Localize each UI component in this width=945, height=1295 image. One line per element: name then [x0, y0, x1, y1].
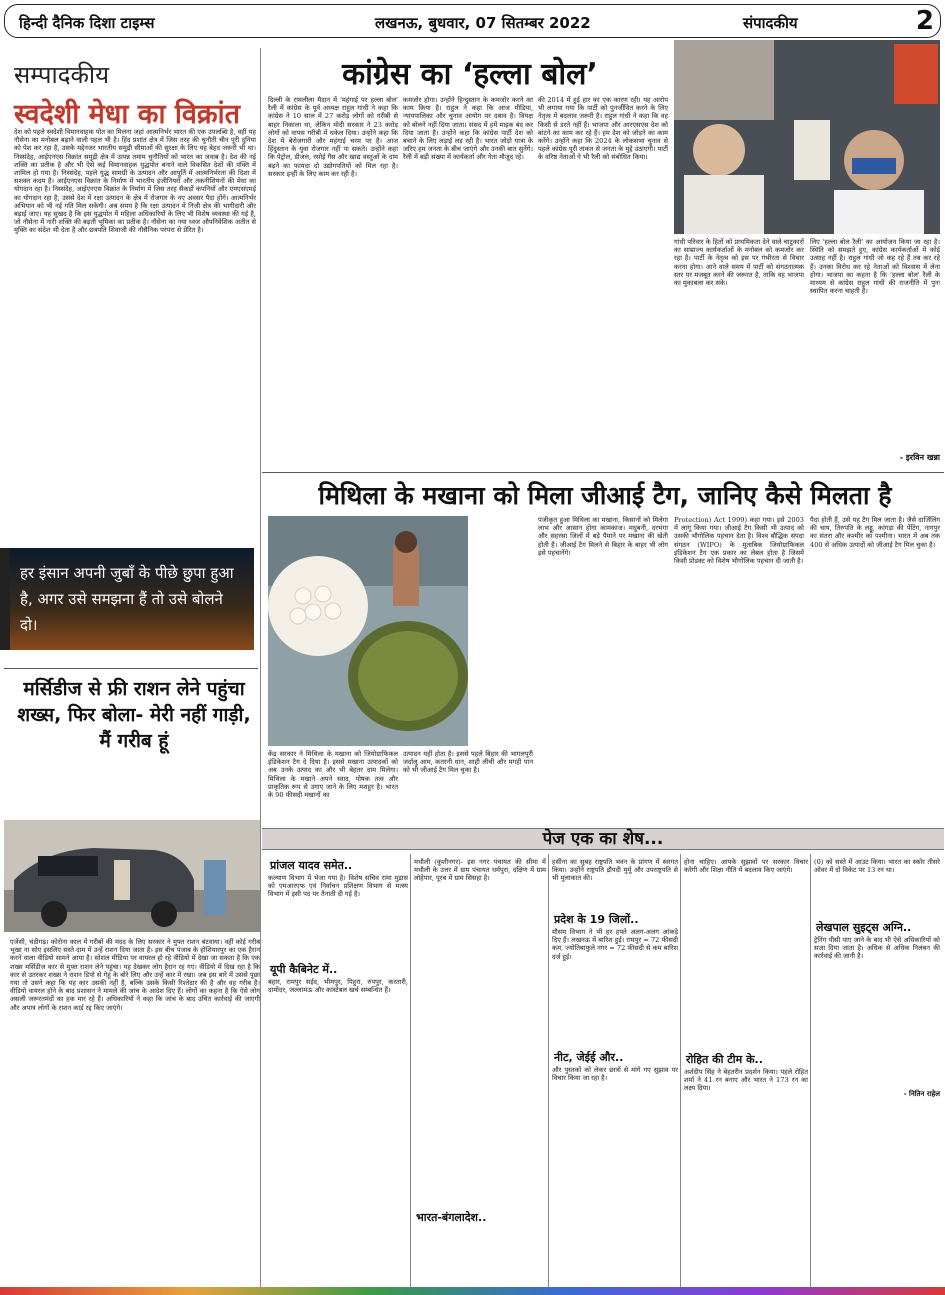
- editorial-headline: स्वदेशी मेधा का विक्रांत: [14, 99, 241, 130]
- continued-banner: पेज एक का शेष...: [262, 828, 944, 850]
- section-title: सम्पादकीय: [14, 61, 110, 89]
- neet-subhead: नीट, जेईई और..: [554, 1051, 624, 1064]
- mercedes-photo: [4, 820, 260, 932]
- mithila-headline: मिथिला के मखाना को मिला जीआई टैग, जानिए कैसे मिलता है: [318, 481, 892, 510]
- congress-col-1: दिल्ली के रामलीला मैदान में 'महंगाई पर हल्ला बोल' रैली में कांग्रेस के पूर्व अध्यक्ष राहुल गांधी ने कहा कि कांग्रेस ने 10 साल में 27 करोड़ लोगों को गरीबी से बाहर निकाला था, लेकिन मोदी सरकार ने 23 करोड़ लोगों को वापस गरीबी में धकेल दिया। उन्होंने कहा कि देश में बेरोजगारी और महंगाई चरम पर है। आज हिंदुस्तान के युवा रोजगार नहीं पा सकते। उन्होंने कहा कि पेट्रोल, डीजल, रसोई गैस और खाद्य वस्तुओं के दाम बढ़ने का फायदा दो उद्योगपतियों को मिल रहा है। सरकार इन्हीं के लिए काम कर रही है।: [268, 96, 398, 178]
- mithila-col-1: केंद्र सरकार ने मिथिला के मखाना को जियोग्राफिकल इंडिकेशन टैग दे दिया है। इससे मखाना उत्पादकों को अब उनके उत्पाद का और भी बेहतर दाम मिलेगा। मिथिला के मखाने अपने स्वाद, पोषक तत्व और प्राकृतिक रूप से उगाए जाने के लिए मशहूर है। भारत के 90 फीसदी मखानों का: [268, 750, 398, 800]
- suggestions-body: होना चाहिए। आपके सुझावों पर सरकार विचार करेगी और शिक्षा नीति में बदलाव किए जाएंगे।: [684, 858, 808, 875]
- quote-side-bar: [0, 548, 10, 650]
- mithila-col-3: पंजीकृत हुआ मिथिला का मखाना, किसानों को मिलेगा लाभ और आसान होगा कामकाज। मधुबनी, दरभंगा और सहरसा जिलों में बड़े पैमाने पर मखाना की खेती होती है। जीआई टैग मिलने से बिहार के बाहर भी लोग इसे पहचानेंगे।: [538, 516, 668, 557]
- yupi-subhead: यूपी कैबिनेट में..: [270, 963, 338, 976]
- color-strip: [0, 1287, 945, 1295]
- mithila-col-2: उत्पादन यहीं होता है। इससे पहले बिहार की भागलपुरी जर्दालु आम, कतरनी धान, शाही लीची और मगही पान को भी जीआई टैग मिल चुका है।: [403, 750, 533, 775]
- column-divider: [548, 854, 549, 1288]
- mercedes-body: एजेंसी, चंडीगढ़। कोरोना काल में गरीबों की मदद के लिए सरकार ने मुफ्त राशन बंटवाया। वहीं कोई गरीब भूखा ना सोए इसलिए सस्ते दाम में उन्हें राशन दिया जाता है। इस बीच पंजाब के होशियारपुर का एक हैरान करने वाला वीडियो सामने आया है। सोशल मीडिया पर वायरल हो रहे वीडियो में देखा जा सकता है कि एक शख्स मर्सिडीज कार से मुफ्त राशन लेने पहुंचा। यह देखकर लोग हैरान रह गए। वीडियो में दिख रहा है कि कार से उतरकर शख्स ने राशन डिपो से गेहूं के बोरे लिए और उन्हें कार में रखा। जब इस बारे में उससे पूछा गया तो उसने कहा कि यह कार उसकी नहीं है, बल्कि उसके किसी रिश्तेदार की है और वह गरीब है। वीडियो वायरल होने के बाद प्रशासन ने मामले की जांच के आदेश दिए हैं। लोगों का कहना है कि ऐसे लोग असली जरूरतमंदों का हक मार रहे हैं। अधिकारियों ने कहा कि जांच के बाद उचित कार्रवाई की जाएगी और अपात्र लोगों के राशन कार्ड रद्द किए जाएंगे।: [10, 938, 260, 1012]
- congress-headline: कांग्रेस का ‘हल्ला बोल’: [342, 57, 598, 92]
- mithila-photo: [268, 516, 468, 746]
- score-body: (0) को सस्ते में आउट किया। भारत का स्कोर तीसरे ओवर में दो विकेट पर 13 रन था।: [814, 858, 940, 875]
- mithila-col-5: पैदा होती हैं, उसे यह टैग मिल जाता है। जैसे दार्जिलिंग की चाय, तिरुपति के लड्डू, कांगड़ा की पेंटिंग, नागपुर का संतरा और कश्मीर का पश्मीना। भारत में अब तक 400 से अधिक उत्पादों को जीआई टैग मिल चुका है।: [810, 516, 940, 549]
- dateline: लखनऊ, बुधवार, 07 सितम्बर 2022: [375, 14, 591, 32]
- pranjal-subhead: प्रांजल यादव समेत..: [270, 859, 353, 872]
- quote-text: हर इंसान अपनी जुबाँ के पीछे छुपा हुआ है, अगर उसे समझना हैं तो उसे बोलने दो।: [20, 564, 234, 634]
- makhana-image: [268, 516, 468, 746]
- mathauli-body: मथौली (कुशीनगर)- इस नगर पंचायत की सीमा में मथौली के उत्तर में ग्राम पंचायत धर्मपुरा, दक्षिण में ग्राम लोहेपार, पूरब में ग्राम सिसहा है।: [414, 858, 546, 883]
- column-divider: [810, 854, 811, 1288]
- mithila-col-4: Protection) Act 1999) कहा गया। इसे 2003 में लागू किया गया। जीआई टैग किसी भी उत्पाद को उसकी भौगोलिक पहचान देता है। विश्व बौद्धिक संपदा संगठन (WIPO) के मुताबिक जियोग्राफिकल इंडिकेशन टैग एक प्रकार का लेबल होता है जिसमें किसी प्रोडक्ट को विशेष भौगोलिक पहचान दी जाती है।: [674, 516, 804, 566]
- quote-box: [10, 548, 254, 650]
- column-divider: [410, 854, 411, 1288]
- lekhpal-byline: - नितिन राहेल: [903, 1090, 940, 1098]
- masthead: [4, 4, 941, 38]
- pradesh-subhead: प्रदेश के 19 जिलों..: [554, 913, 639, 926]
- congress-col-3: की 2014 में हुई हार का एक कारण रही। यह आरोप भी लगाया गया कि पार्टी को पुनर्जीवित करने के लिए नेतृत्व में बदलाव जरूरी है। राहुल गांधी ने कहा कि वह किसी से डरते नहीं हैं। भाजपा और आरएसएस देश को बांटने का काम कर रहे हैं। हम देश को जोड़ने का काम करेंगे। उन्होंने कहा कि 2024 के लोकसभा चुनाव से पहले कांग्रेस पूरी ताकत से जनता के मुद्दे उठाएगी। पार्टी के वरिष्ठ नेताओं ने भी रैली को संबोधित किया।: [538, 96, 668, 162]
- yupi-body: बहार, रामपुर सईद, भीमपुर, पिहुरा, रुपपुर, करतारी, दामोदर, जल्लामऊ और कांस्टेबल खर्च सम्बन्धित हैं।: [268, 978, 408, 995]
- pradesh-body: मौसम विभाग ने भी हर हफ्ते अलग-अलग आंकड़े दिए हैं। लखनऊ में बारिश हुई। रामपुर = 72 फीसदी कम, ज्योतिबाफुले नगर = 72 फीसदी से कम बारिश दर्ज हुई।: [552, 928, 678, 961]
- rally-image: [674, 40, 940, 234]
- hasina-body: हसीना का सुबह राष्ट्रपति भवन के प्रांगण में स्वागत किया। उन्होंने राष्ट्रपति द्रौपदी मुर्मू और उपराष्ट्रपति से भी मुलाकात की।: [552, 858, 678, 883]
- car-image: [4, 820, 260, 932]
- rohit-subhead: रोहित की टीम के..: [686, 1053, 763, 1066]
- bharat-subhead: भारत-बंगलादेश..: [416, 1211, 487, 1224]
- congress-col-4: गांधी परिवार के हितों को प्राथमिकता देने वाले चाटुकारों का साम्राज्य कार्यकर्ताओं के मनोबल को कमजोर कर रहा है। पार्टी के नेतृत्व को इस पर गंभीरता से विचार करना होगा। आने वाले समय में पार्टी को संगठनात्मक स्तर पर मजबूत करने की जरूरत है, ताकि वह भाजपा का मुकाबला कर सके।: [674, 238, 804, 288]
- neet-body: और पुस्तकों को लेकर छात्रों से मांगे गए सुझाव पर विचार किया जा रहा है।: [552, 1066, 678, 1083]
- lekhpal-body: ट्रेनिंग पीसी पाए जाने के बाद भी ऐसे अधिकारियों को सजा दिया जाता है। अधिक से अधिक निलंबन की कार्रवाई की जानी है।: [814, 936, 940, 961]
- paper-name: हिन्दी दैनिक दिशा टाइम्स: [19, 14, 155, 32]
- rohit-body: अर्शदीप सिंह ने बेहतरीन प्रदर्शन किया। पहले रोहित शर्मा ने 41 रन बनाए और भारत ने 173 रन का लक्ष्य दिया।: [684, 1068, 808, 1093]
- page-number: 2: [915, 6, 934, 36]
- editorial-body: देश को पहले स्वदेशी विमानवाहक पोत का मिलना जहां आत्मनिर्भर भारत की एक उपलब्धि है, वहीं यह नौसेना का मनोबल बढ़ाने वाली पहल भी है। हिंद प्रशांत क्षेत्र में जिस तरह की चुनौती चीन पूरी दुनिया को पेश कर रहा है, उसके मद्देनजर भारतीय समुद्री सीमाओं की सुरक्षा के लिए यह बेहद जरूरी भी था। निस्संदेह, आईएनएस विक्रांत समुद्री क्षेत्र में उत्पन्न तमाम चुनौतियों को भारत का जवाब है। देश की नई शक्ति का प्रतीक है और भी ऐसे कई विमानवाहक युद्धपोत बनाने वाले विकसित देशों की पंक्ति में शामिल हो गया है। निस्संदेह, पहले युद्ध सामग्री के उत्पादन और आपूर्ति में आत्मनिर्भरता की दिशा में सशक्त कदम है। आईएनएस विक्रांत के निर्माण में भारतीय इंजीनियरों और तकनीशियनों की मेधा का योगदान रहा है। निस्संदेह, आईएनएस विक्रांत के निर्माण में जिस तरह सैकड़ों कंपनियों और एमएसएमई का योगदान रहा है, उससे देश में रक्षा उत्पादन के क्षेत्र में रोजगार के नए अवसर पैदा होंगे। आत्मनिर्भर अभियान को भी नई गति मिल सकेगी। अब समय है कि रक्षा उत्पादन में निजी क्षेत्र की भागीदारी और बढ़ाई जाए। यह सुखद है कि इस युद्धपोत में महिला अधिकारियों के लिए भी विशेष व्यवस्था की गई है, जो नौसेना में नारी शक्ति की बढ़ती भूमिका का प्रतीक है। नौसेना का नया ध्वज औपनिवेशिक अतीत से मुक्ति का संदेश भी देता है और छत्रपति शिवाजी की नौसैनिक परंपरा से प्रेरित है।: [14, 128, 256, 235]
- congress-photo: [674, 40, 940, 234]
- divider: [262, 472, 944, 473]
- section-label: संपादकीय: [743, 14, 798, 32]
- congress-byline: - इरविन खन्ना: [899, 453, 940, 462]
- congress-col-2: कमजोर होगा। उन्होंने हिन्दुस्तान के कमजोर करने का काम किया है। राहुल ने कहा कि आज मीडिया, न्यायपालिका और चुनाव आयोग पर दबाव है। विपक्ष को बोलने नहीं दिया जाता। संसद में हमें माइक बंद कर दिया जाता है। उन्होंने कहा कि कांग्रेस पार्टी देश को बचाने के लिए लड़ाई लड़ रही है। भारत जोड़ो यात्रा के जरिए हम जनता के बीच जाएंगे और उनकी बात सुनेंगे। रैली में बड़ी संख्या में कार्यकर्ता और नेता मौजूद रहे।: [403, 96, 533, 162]
- column-divider: [260, 48, 261, 1288]
- column-divider: [680, 854, 681, 1288]
- divider: [4, 668, 258, 669]
- mercedes-headline: मर्सिडीज से फ्री राशन लेने पहुंचा शख्स, फिर बोला- मेरी नहीं गाड़ी, मैं गरीब हूं: [17, 678, 251, 752]
- pranjal-body: कल्याण विभाग में भेजा गया है। विशेष सचिव रामा मुद्रास को एमआरएफ एवं निर्वाचन प्रशिक्षण विभाग से मत्स्य विभाग में इसी पद पर तैनाती दी गई है।: [268, 874, 408, 899]
- congress-col-5: लिए 'हल्ला बोल रैली' का आयोजन किया जा रहा है। स्थिति को समझते हुए, कांग्रेस कार्यकर्ताओं में कोई उत्साह नहीं है। राहुल गांधी जो कह रहे हैं तब कर रहे हैं। उनका विरोध कर रहे नेताओं को विश्वास में लेना होगा। भाजपा का कहना है कि 'हल्ला बोल' रैली के माध्यम से कांग्रेस राहुल गांधी की राजनीति में पुनः स्थापित करना चाहती है।: [810, 238, 940, 296]
- lekhpal-subhead: लेखपाल सुइट्स अग्नि..: [816, 921, 912, 934]
